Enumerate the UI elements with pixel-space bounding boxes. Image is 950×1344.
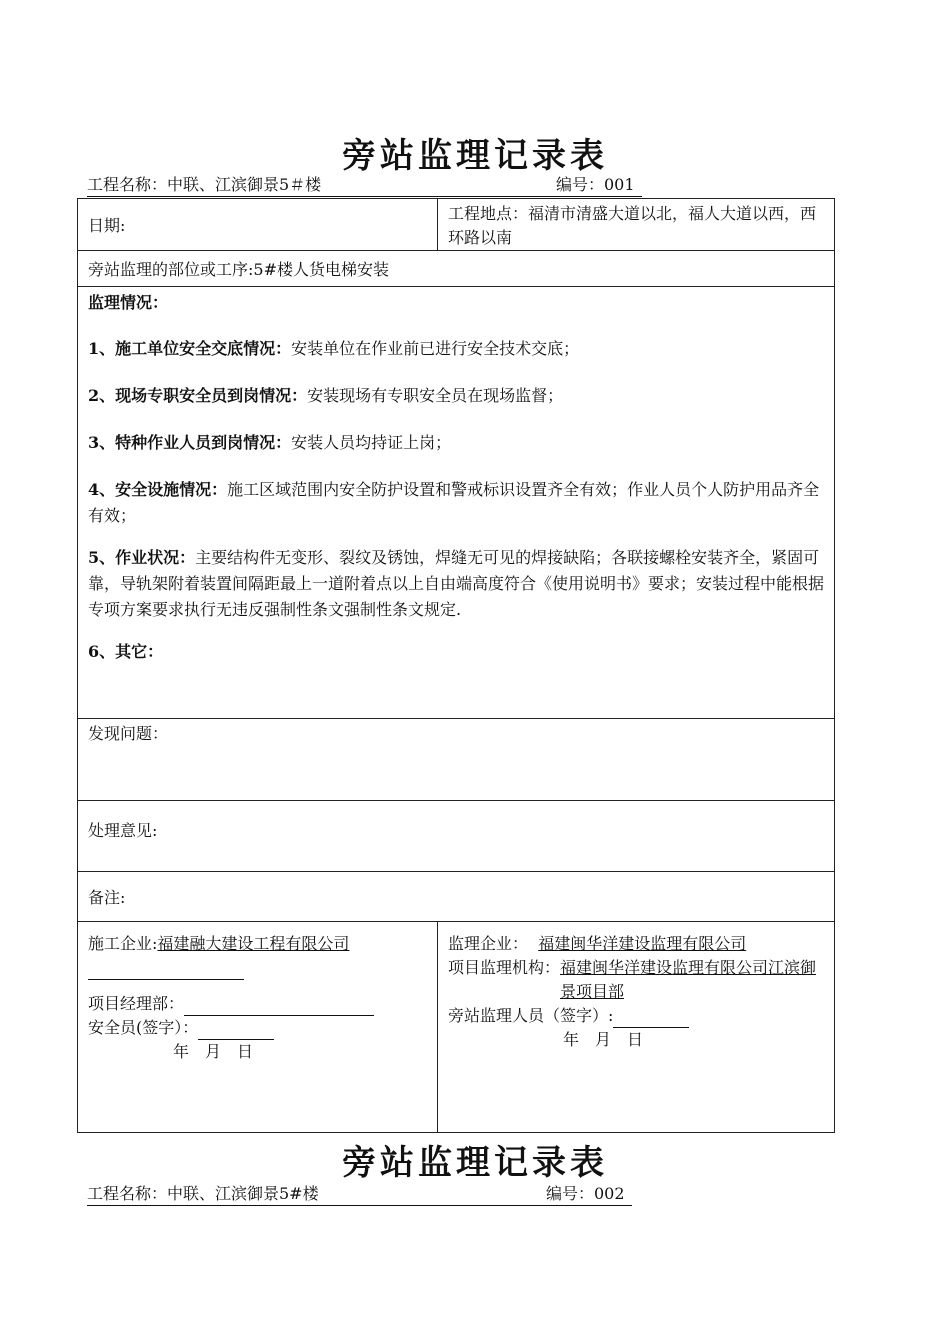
- item-text: 施工区域范围内安全防护设置和警戒标识设置齐全有效；作业人员个人防护用品齐全有效；: [88, 480, 820, 525]
- handling-cell: [78, 801, 835, 872]
- supervisor-name: 福建闽华洋建设监理有限公司: [538, 934, 747, 953]
- record-code: 编号：001: [556, 175, 635, 194]
- record-title: 旁站监理记录表: [342, 136, 608, 176]
- project-name: 工程名称：中联、江滨御景5＃楼: [87, 175, 322, 194]
- record-title: 旁站监理记录表: [342, 1143, 608, 1183]
- item-text: 安装人员均持证上岗；: [291, 433, 452, 452]
- contractor-cell: [78, 922, 438, 1133]
- signature-blank: [613, 1009, 689, 1028]
- org-label: 项目监理机构：: [448, 958, 561, 977]
- item-label: 2、现场专职安全员到岗情况：: [88, 386, 308, 405]
- handling-label: 处理意见:: [88, 821, 158, 840]
- item-label: 6、其它：: [88, 642, 164, 661]
- item-5: [88, 545, 824, 623]
- contractor-label: 施工企业:: [88, 934, 158, 953]
- item-label: 5、作业状况：: [88, 548, 196, 567]
- safety-officer-line: [88, 1016, 427, 1040]
- issues-label: 发现问题：: [88, 724, 169, 743]
- safety-label: 安全员(签字）：: [88, 1018, 199, 1037]
- part-label: 旁站监理的部位或工序:5#楼人货电梯安装: [88, 260, 389, 279]
- item-text: 安装单位在作业前已进行安全技术交底；: [291, 339, 580, 358]
- contractor-date: 年 月 日: [173, 1042, 254, 1061]
- supervisor-person-line: [448, 1004, 824, 1028]
- issues-cell: [78, 719, 835, 801]
- supervision-org-line: [448, 956, 824, 1004]
- signature-blank: [184, 997, 374, 1016]
- item-6: [88, 639, 824, 665]
- item-label: 3、特种作业人员到岗情况：: [88, 433, 292, 452]
- contractor-company: [88, 932, 427, 980]
- project-name: 工程名称：中联、江滨御景5#楼: [87, 1184, 319, 1203]
- record-code: 编号：002: [546, 1184, 625, 1203]
- supervision-heading: 监理情况：: [88, 293, 169, 312]
- location-text: 工程地点：福清市清盛大道以北，福人大道以西，西环路以南: [448, 204, 817, 247]
- item-3: [88, 430, 824, 456]
- supervisor-date: 年 月 日: [563, 1030, 644, 1049]
- supervisor-cell: [438, 922, 835, 1133]
- underline-blank: [88, 961, 244, 980]
- location-cell: [438, 199, 835, 251]
- project-header: [87, 1183, 632, 1206]
- remarks-label: 备注:: [88, 888, 126, 907]
- contractor-name: 福建融大建设工程有限公司: [157, 934, 350, 953]
- project-manager-line: [88, 992, 427, 1016]
- org-name: 福建闽华洋建设监理有限公司江滨御景项目部: [560, 958, 817, 1001]
- item-4: [88, 477, 824, 529]
- supervisor-label: 监理企业：: [448, 934, 529, 953]
- supervision-cell: [78, 287, 835, 719]
- signature-blank: [198, 1021, 274, 1040]
- part-cell: [78, 251, 835, 287]
- supervision-record-table: [77, 198, 835, 1133]
- person-label: 旁站监理人员（签字）:: [448, 1006, 614, 1025]
- item-text: 主要结构件无变形、裂纹及锈蚀，焊缝无可见的焊接缺陷；各联接螺栓安装齐全，紧固可靠，导轨架附着装置间隔距最上一道附着点以上自由端高度符合《使用说明书》要求；安装过程中能根据专项方案要求执行无违反强制性条文强制性条文规定.: [88, 548, 825, 619]
- date-cell: [78, 199, 438, 251]
- item-2: [88, 383, 824, 409]
- item-text: 安装现场有专职安全员在现场监督；: [307, 386, 564, 405]
- date-label: 日期:: [88, 216, 126, 235]
- item-label: 1、施工单位安全交底情况：: [88, 339, 292, 358]
- project-header: [87, 174, 642, 197]
- remarks-cell: [78, 872, 835, 922]
- pm-label: 项目经理部：: [88, 994, 185, 1013]
- item-1: [88, 336, 824, 362]
- supervisor-company: [448, 932, 824, 956]
- item-label: 4、安全设施情况：: [88, 480, 228, 499]
